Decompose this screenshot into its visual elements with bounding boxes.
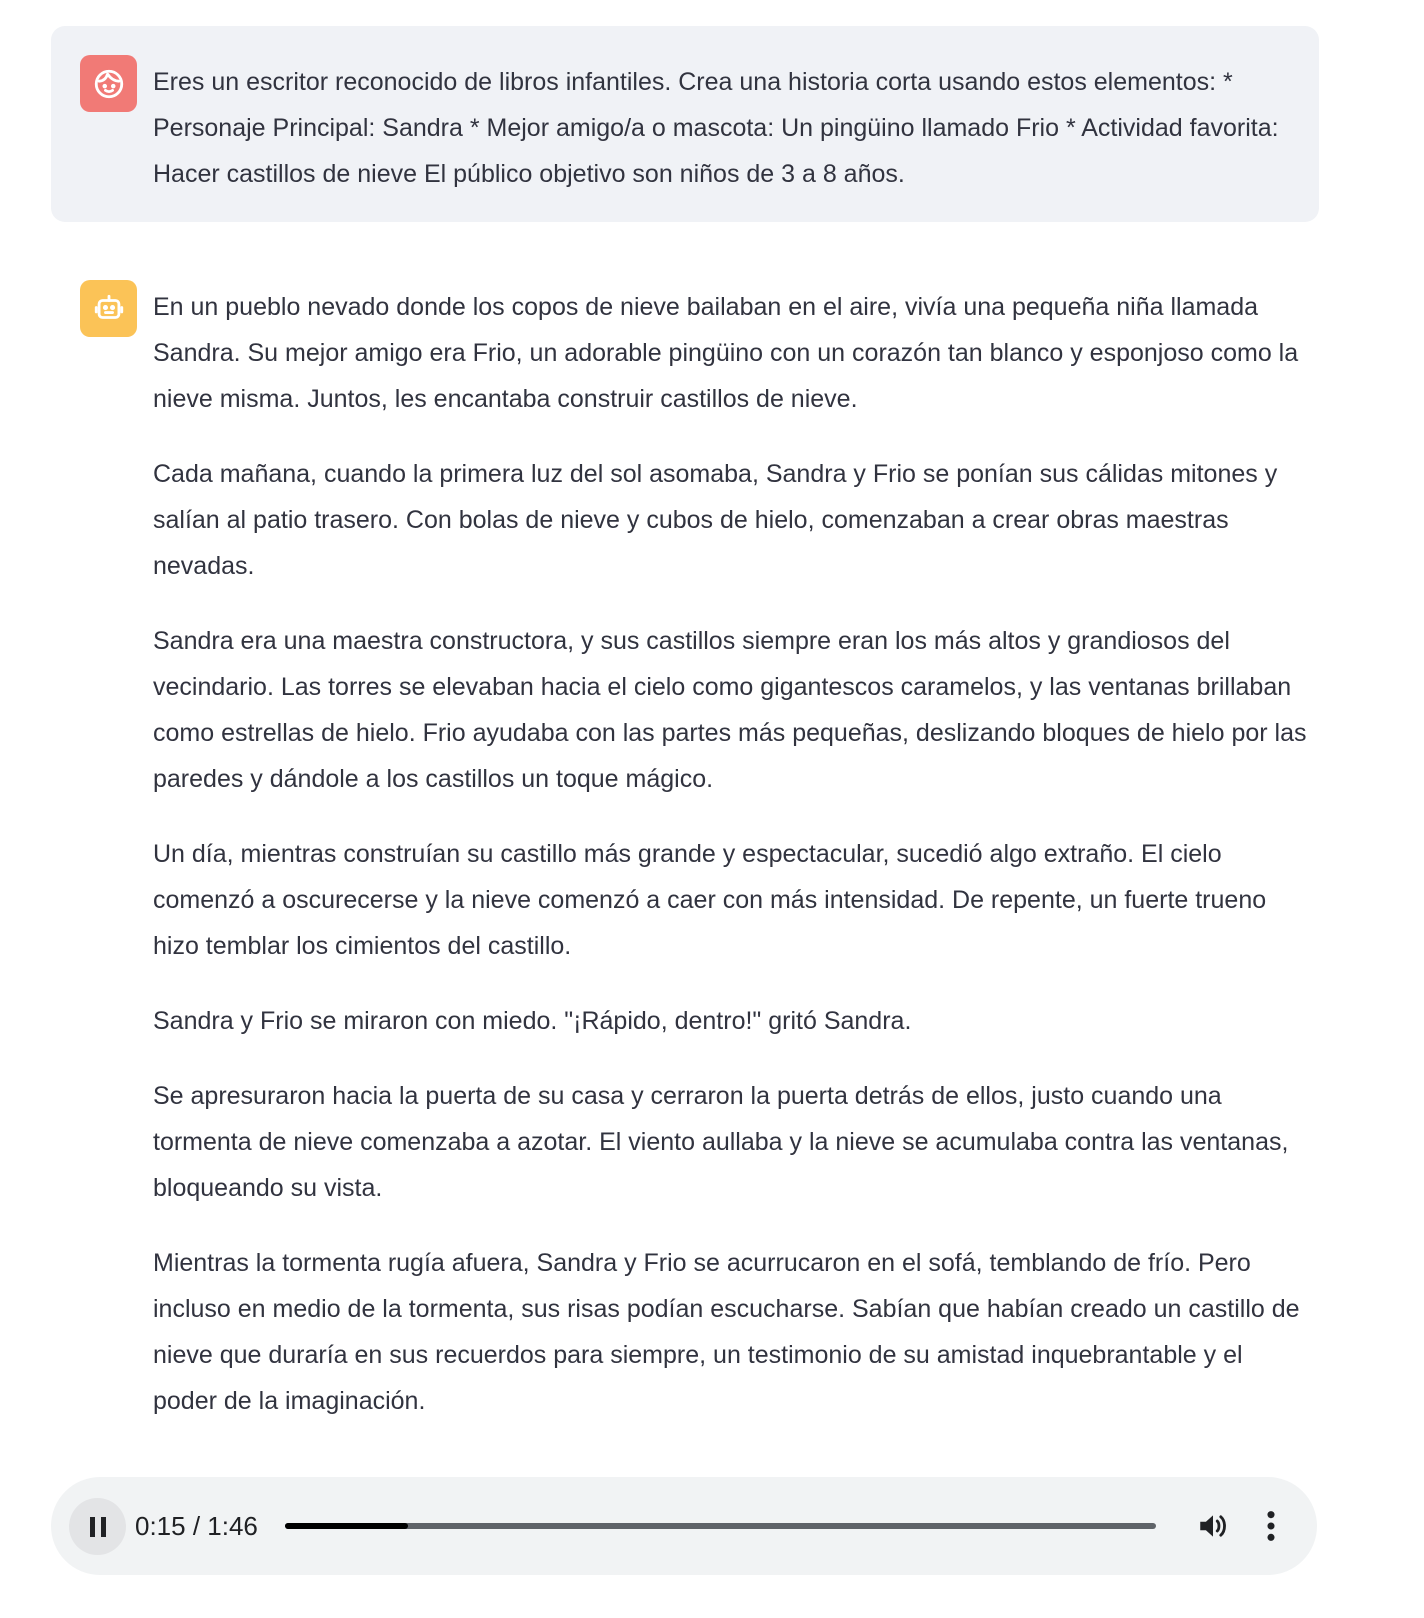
story-paragraph: Se apresuraron hacia la puerta de su casa y cerraron la puerta detrás de ellos, justo cuando una tormenta de nieve comenzaba a azotar. El viento aullaba y la nieve se acumulaba contra las ventanas, bloqueando su vista.: [153, 1082, 1289, 1202]
assistant-message-text: [153, 284, 1313, 1424]
user-message-paragraph: Eres un escritor reconocido de libros infantiles. Crea una historia corta usando estos elementos: * Personaje Principal: Sandra * Mejor amigo/a o mascota: Un pingüino llamado Frio * Actividad favorita: Hacer castillos de nieve El público objetivo son niños de 3 a 8 años.: [153, 68, 1279, 188]
robot-icon: [92, 292, 126, 326]
story-paragraph: Sandra y Frio se miraron con miedo. "¡Rápido, dentro!" gritó Sandra.: [153, 1007, 912, 1035]
assistant-message: [51, 250, 1319, 1420]
user-avatar: [80, 55, 137, 112]
seek-bar-progress: [285, 1523, 408, 1529]
user-message: [51, 26, 1319, 222]
time-display: 0:15 / 1:46: [135, 1511, 258, 1541]
pause-button[interactable]: [69, 1498, 126, 1555]
story-paragraph: En un pueblo nevado donde los copos de nieve bailaban en el aire, vivía una pequeña niña llamada Sandra. Su mejor amigo era Frio, un adorable pingüino con un corazón tan blanco y esponjoso como la nieve misma. Juntos, les encantaba construir castillos de nieve.: [153, 293, 1299, 413]
face-icon: [92, 67, 126, 101]
story-paragraph: Mientras la tormenta rugía afuera, Sandra y Frio se acurrucaron en el sofá, temblando de frío. Pero incluso en medio de la tormenta, sus risas podían escucharse. Sabían que habían creado un castillo de nieve que duraría en sus recuerdos para siempre, un testimonio de su amistad inquebrantable y el poder de la imaginación.: [153, 1249, 1300, 1415]
story-paragraph: Sandra era una maestra constructora, y sus castillos siempre eran los más altos y grandiosos del vecindario. Las torres se elevaban hacia el cielo como gigantescos caramelos, y las ventanas brillaban como estrellas de hielo. Frio ayudaba con las partes más pequeñas, deslizando bloques de hielo por las paredes y dándole a los castillos un toque mágico.: [153, 627, 1307, 793]
volume-icon[interactable]: [1196, 1509, 1230, 1543]
seek-bar[interactable]: [285, 1523, 1156, 1529]
more-vertical-icon[interactable]: [1260, 1509, 1282, 1543]
user-message-text: [153, 59, 1313, 197]
pause-icon: [87, 1516, 109, 1538]
story-paragraph: Un día, mientras construían su castillo más grande y espectacular, sucedió algo extraño. El cielo comenzó a oscurecerse y la nieve comenzó a caer con más intensidad. De repente, un fuerte trueno hizo temblar los cimientos del castillo.: [153, 840, 1267, 960]
audio-player: [51, 1477, 1317, 1575]
story-paragraph: Cada mañana, cuando la primera luz del sol asomaba, Sandra y Frio se ponían sus cálidas mitones y salían al patio trasero. Con bolas de nieve y cubos de hielo, comenzaban a crear obras maestras nevadas.: [153, 460, 1278, 580]
assistant-avatar: [80, 280, 137, 337]
